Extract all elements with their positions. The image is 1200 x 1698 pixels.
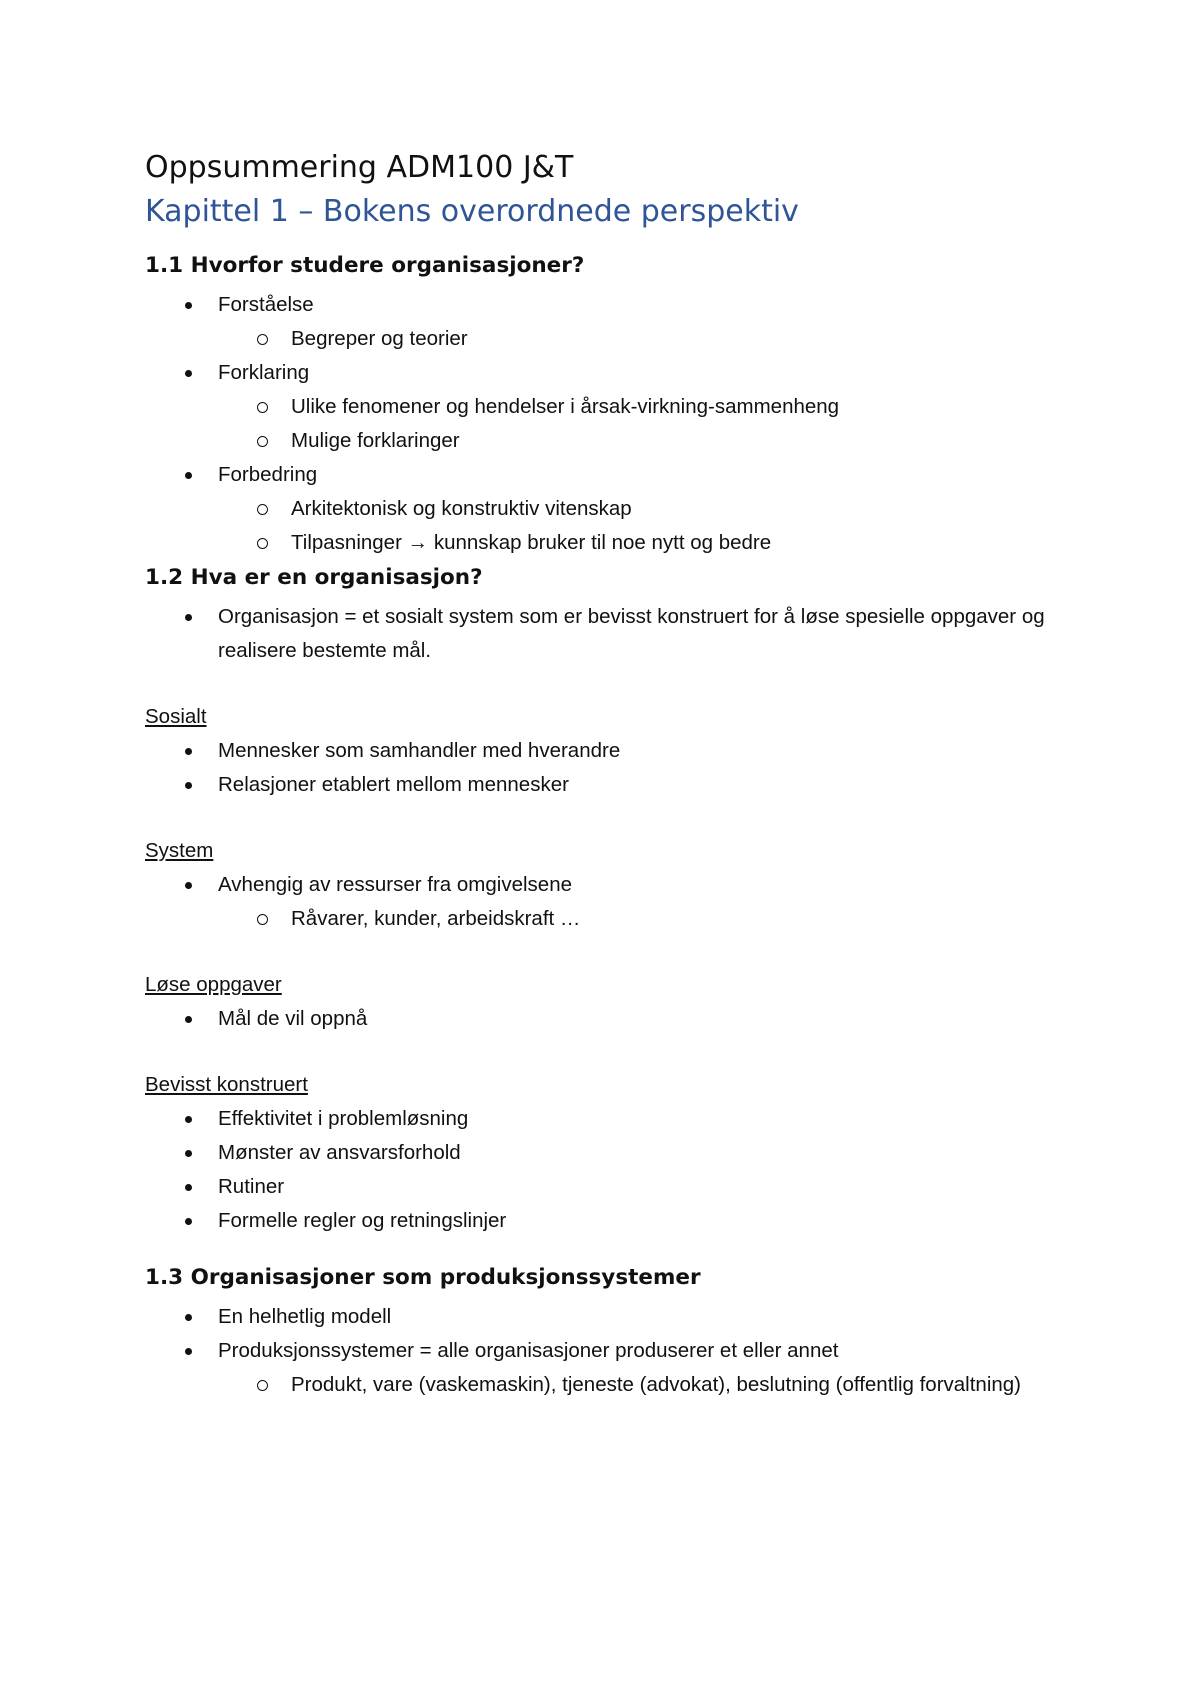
list-item-text: Råvarer, kunder, arbeidskraft … xyxy=(291,907,581,930)
subheading-system: System xyxy=(145,839,214,862)
list-item-text: Mål de vil oppnå xyxy=(218,1007,368,1030)
list-item-text: Mulige forklaringer xyxy=(291,429,460,452)
list-item-text: Produksjonssystemer = alle organisasjoner produserer et eller annet xyxy=(218,1339,839,1362)
sosialt-list xyxy=(145,734,1045,802)
list-item xyxy=(145,734,1045,768)
list-item-text: En helhetlig modell xyxy=(218,1305,392,1328)
list-item-text: Ulike fenomener og hendelser i årsak-virkning-sammenheng xyxy=(291,395,840,418)
list-item xyxy=(145,1204,1045,1238)
list-item-text: Avhengig av ressurser fra omgivelsene xyxy=(218,873,572,896)
list-subitem xyxy=(145,424,1045,458)
bullet-icon xyxy=(185,882,192,889)
subheading-lose-oppgaver: Løse oppgaver xyxy=(145,973,282,996)
list-item-text: Tilpasninger xyxy=(291,531,402,554)
list-item-text: Effektivitet i problemløsning xyxy=(218,1107,469,1130)
bullet-icon xyxy=(185,1218,192,1225)
bullet-icon xyxy=(185,1016,192,1023)
section-1-2-list xyxy=(145,600,1045,668)
bullet-icon xyxy=(185,1116,192,1123)
list-subitem xyxy=(145,902,1045,936)
lose-oppgaver-list xyxy=(145,1002,1045,1036)
system-list xyxy=(145,868,1045,936)
section-heading-1-1: 1.1 Hvorfor studere organisasjoner? xyxy=(145,253,585,278)
arrow-right-icon: → xyxy=(407,531,429,554)
subheading-bevisst-konstruert: Bevisst konstruert xyxy=(145,1073,308,1096)
list-item xyxy=(145,288,1045,322)
list-item-text: Rutiner xyxy=(218,1175,285,1198)
list-subitem xyxy=(145,1368,1045,1402)
chapter-heading: Kapittel 1 – Bokens overordnede perspektiv xyxy=(145,194,799,229)
list-item-text: Mønster av ansvarsforhold xyxy=(218,1141,461,1164)
list-item-text: Forbedring xyxy=(218,463,318,486)
bullet-icon xyxy=(185,782,192,789)
list-item xyxy=(145,768,1045,802)
list-item-text: Organisasjon = et sosialt system som er bevisst konstruert for å løse spesielle oppgaver og realisere bestemte mål. xyxy=(218,605,1045,662)
section-1-1-list xyxy=(145,288,1045,560)
bullet-icon xyxy=(185,302,192,309)
hollow-bullet-icon xyxy=(257,334,268,345)
list-item xyxy=(145,458,1045,492)
list-item-text: Forståelse xyxy=(218,293,314,316)
list-item xyxy=(145,600,1045,668)
section-heading-1-2: 1.2 Hva er en organisasjon? xyxy=(145,565,483,590)
list-item-text: Mennesker som samhandler med hverandre xyxy=(218,739,621,762)
bullet-icon xyxy=(185,472,192,479)
list-item xyxy=(145,1334,1045,1368)
document-body xyxy=(145,150,1045,1402)
list-item-text: Formelle regler og retningslinjer xyxy=(218,1209,507,1232)
bullet-icon xyxy=(185,1314,192,1321)
hollow-bullet-icon xyxy=(257,1380,268,1391)
bullet-icon xyxy=(185,1150,192,1157)
subheading-sosialt: Sosialt xyxy=(145,705,207,728)
hollow-bullet-icon xyxy=(257,538,268,549)
list-subitem xyxy=(145,390,1045,424)
bullet-icon xyxy=(185,614,192,621)
list-item xyxy=(145,1102,1045,1136)
list-subitem xyxy=(145,322,1045,356)
document-title: Oppsummering ADM100 J&T xyxy=(145,150,574,185)
list-item xyxy=(145,1002,1045,1036)
list-item-text: Begreper og teorier xyxy=(291,327,468,350)
bevisst-konstruert-list xyxy=(145,1102,1045,1238)
section-heading-1-3: 1.3 Organisasjoner som produksjonssystemer xyxy=(145,1265,701,1290)
list-item-text: Forklaring xyxy=(218,361,310,384)
list-item xyxy=(145,868,1045,902)
list-subitem xyxy=(145,492,1045,526)
list-item-text: Arkitektonisk og konstruktiv vitenskap xyxy=(291,497,632,520)
hollow-bullet-icon xyxy=(257,914,268,925)
bullet-icon xyxy=(185,748,192,755)
list-item xyxy=(145,1170,1045,1204)
hollow-bullet-icon xyxy=(257,436,268,447)
list-item xyxy=(145,356,1045,390)
bullet-icon xyxy=(185,1184,192,1191)
bullet-icon xyxy=(185,370,192,377)
list-item xyxy=(145,1300,1045,1334)
section-1-3-list xyxy=(145,1300,1045,1402)
list-subitem xyxy=(145,526,1045,560)
bullet-icon xyxy=(185,1348,192,1355)
hollow-bullet-icon xyxy=(257,402,268,413)
list-item-text: kunnskap bruker til noe nytt og bedre xyxy=(433,531,772,554)
list-item-text: Relasjoner etablert mellom mennesker xyxy=(218,773,569,796)
list-item-text: Produkt, vare (vaskemaskin), tjeneste (advokat), beslutning (offentlig forvaltning) xyxy=(291,1373,1022,1396)
hollow-bullet-icon xyxy=(257,504,268,515)
list-item xyxy=(145,1136,1045,1170)
